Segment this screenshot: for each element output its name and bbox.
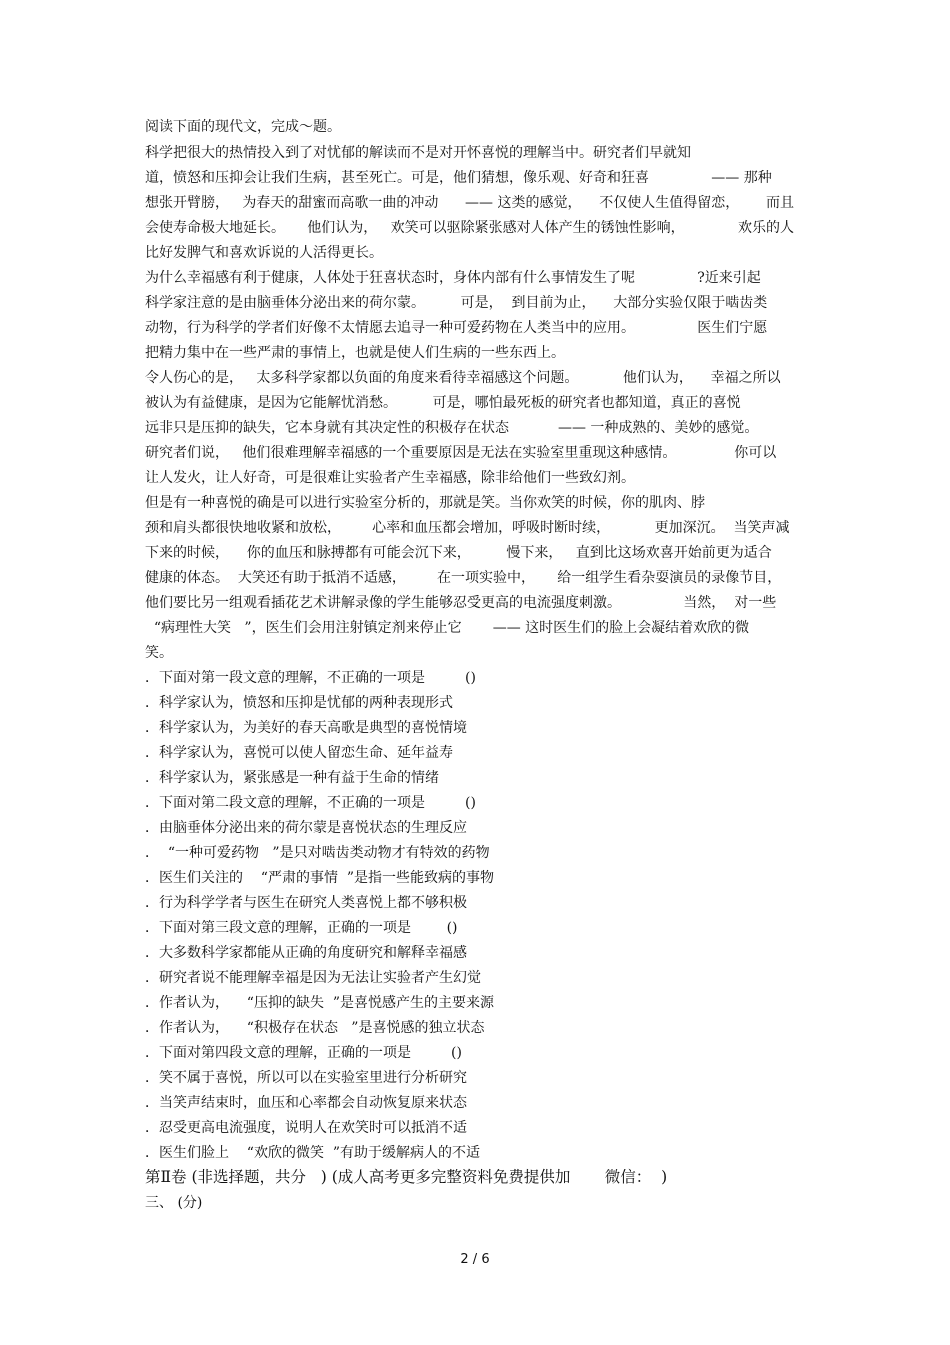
question-3-option: ．研究者说不能理解幸福是因为无法让实验者产生幻觉 (145, 970, 481, 986)
passage-line: “病理性大笑 ”，医生们会用注射镇定剂来停止它 —— 这时医生们的脸上会凝结着欢欣的微 (145, 620, 750, 636)
question-1-option: ．科学家认为，为美好的春天高歌是典型的喜悦情境 (145, 720, 467, 736)
question-3-option: ．作者认为， “积极存在状态 ”是喜悦感的独立状态 (145, 1020, 485, 1036)
passage-line: 为什么幸福感有利于健康，人体处于狂喜状态时，身体内部有什么事情发生了呢 ?近来引起 (145, 270, 761, 286)
question-3-option: ．作者认为， “压抑的缺失 ”是喜悦感产生的主要来源 (145, 995, 495, 1011)
question-1-option: ．科学家认为，紧张感是一种有益于生命的情绪 (145, 770, 439, 786)
passage-line: 笑。 (145, 645, 173, 661)
passage-line: 但是有一种喜悦的确是可以进行实验室分析的，那就是笑。当你欢笑的时候，你的肌肉、脖 (145, 495, 705, 511)
passage-line: 科学把很大的热情投入到了对忧郁的解读而不是对开怀喜悦的理解当中。研究者们早就知 (145, 145, 691, 161)
passage-line: 被认为有益健康，是因为它能解忧消愁。 可是，哪怕最死板的研究者也都知道，真正的喜悦 (145, 395, 741, 411)
question-2-option: ．由脑垂体分泌出来的荷尔蒙是喜悦状态的生理反应 (145, 820, 467, 836)
passage-line: 想张开臂膀， 为春天的甜蜜而高歌一曲的冲动 —— 这类的感觉， 不仅使人生值得留恋， 而且 (145, 195, 795, 211)
instruction-line: 阅读下面的现代文，完成～题。 (145, 119, 341, 135)
passage-line: 会使寿命极大地延长。 他们认为， 欢笑可以驱除紧张感对人体产生的锈蚀性影响， 欢乐的人 (145, 220, 795, 236)
question-4-option: ．笑不属于喜悦，所以可以在实验室里进行分析研究 (145, 1070, 467, 1086)
question-4-option: ．当笑声结束时，血压和心率都会自动恢复原来状态 (145, 1095, 467, 1111)
question-3-stem: ．下面对第三段文意的理解，正确的一项是 () (145, 920, 458, 936)
question-2-option: ．行为科学学者与医生在研究人类喜悦上都不够积极 (145, 895, 467, 911)
passage-line: 他们要比另一组观看插花艺术讲解录像的学生能够忍受更高的电流强度刺激。 当然， 对一些 (145, 595, 777, 611)
question-2-option: ．医生们关注的 “严肃的事情 ”是指一些能致病的事物 (145, 870, 495, 886)
passage-line: 颈和肩头都很快地收紧和放松， 心率和血压都会增加，呼吸时断时续， 更加深沉。 当笑声减 (145, 520, 790, 536)
passage-line: 下来的时候， 你的血压和脉搏都有可能会沉下来， 慢下来， 直到比这场欢喜开始前更为适合 (145, 545, 772, 561)
passage-line: 比好发脾气和喜欢诉说的人活得更长。 (145, 245, 383, 261)
page-number: 2 / 6 (460, 1252, 490, 1267)
section-ii-heading: 第Ⅱ卷 (非选择题，共分 ) (成人高考更多完整资料免费提供加 微信： ) (145, 1168, 668, 1186)
passage-line: 研究者们说， 他们很难理解幸福感的一个重要原因是无法在实验室里重现这种感情。 你可以 (145, 445, 777, 461)
question-4-stem: ．下面对第四段文意的理解，正确的一项是 () (145, 1045, 462, 1061)
passage-line: 动物，行为科学的学者们好像不太情愿去追寻一种可爱药物在人类当中的应用。 医生们宁愿 (145, 320, 768, 336)
passage-line: 让人发火，让人好奇，可是很难让实验者产生幸福感，除非给他们一些致幻剂。 (145, 470, 635, 486)
passage-line: 健康的体态。 大笑还有助于抵消不适感， 在一项实验中， 给一组学生看杂耍演员的录像节目， (145, 570, 782, 586)
question-2-stem: ．下面对第二段文意的理解，不正确的一项是 () (145, 795, 476, 811)
question-4-option: ．医生们脸上 “欢欣的微笑 ”有助于缓解病人的不适 (145, 1145, 481, 1161)
passage-line: 科学家注意的是由脑垂体分泌出来的荷尔蒙。 可是， 到目前为止， 大部分实验仅限于啮齿类 (145, 295, 768, 311)
question-1-option: ．科学家认为，愤怒和压抑是忧郁的两种表现形式 (145, 695, 453, 711)
question-1-stem: ．下面对第一段文意的理解，不正确的一项是 () (145, 670, 476, 686)
question-3-option: ．大多数科学家都能从正确的角度研究和解释幸福感 (145, 945, 467, 961)
question-4-option: ．忍受更高电流强度，说明人在欢笑时可以抵消不适 (145, 1120, 467, 1136)
passage-line: 远非只是压抑的缺失，它本身就有其决定性的积极存在状态 —— 一种成熟的、美妙的感觉。 (145, 420, 759, 436)
passage-line: 道，愤怒和压抑会让我们生病，甚至死亡。可是，他们猜想，像乐观、好奇和狂喜 —— 那种 (145, 170, 772, 186)
passage-line: 令人伤心的是， 太多科学家都以负面的角度来看待幸福感这个问题。 他们认为， 幸福之所以 (145, 370, 781, 386)
passage-line: 把精力集中在一些严肃的事情上，也就是使人们生病的一些东西上。 (145, 345, 565, 361)
section-three-heading: 三、 (分) (145, 1195, 203, 1211)
question-2-option: ． “一种可爱药物 ”是只对啮齿类动物才有特效的药物 (145, 845, 490, 861)
question-1-option: ．科学家认为，喜悦可以使人留恋生命、延年益寿 (145, 745, 453, 761)
